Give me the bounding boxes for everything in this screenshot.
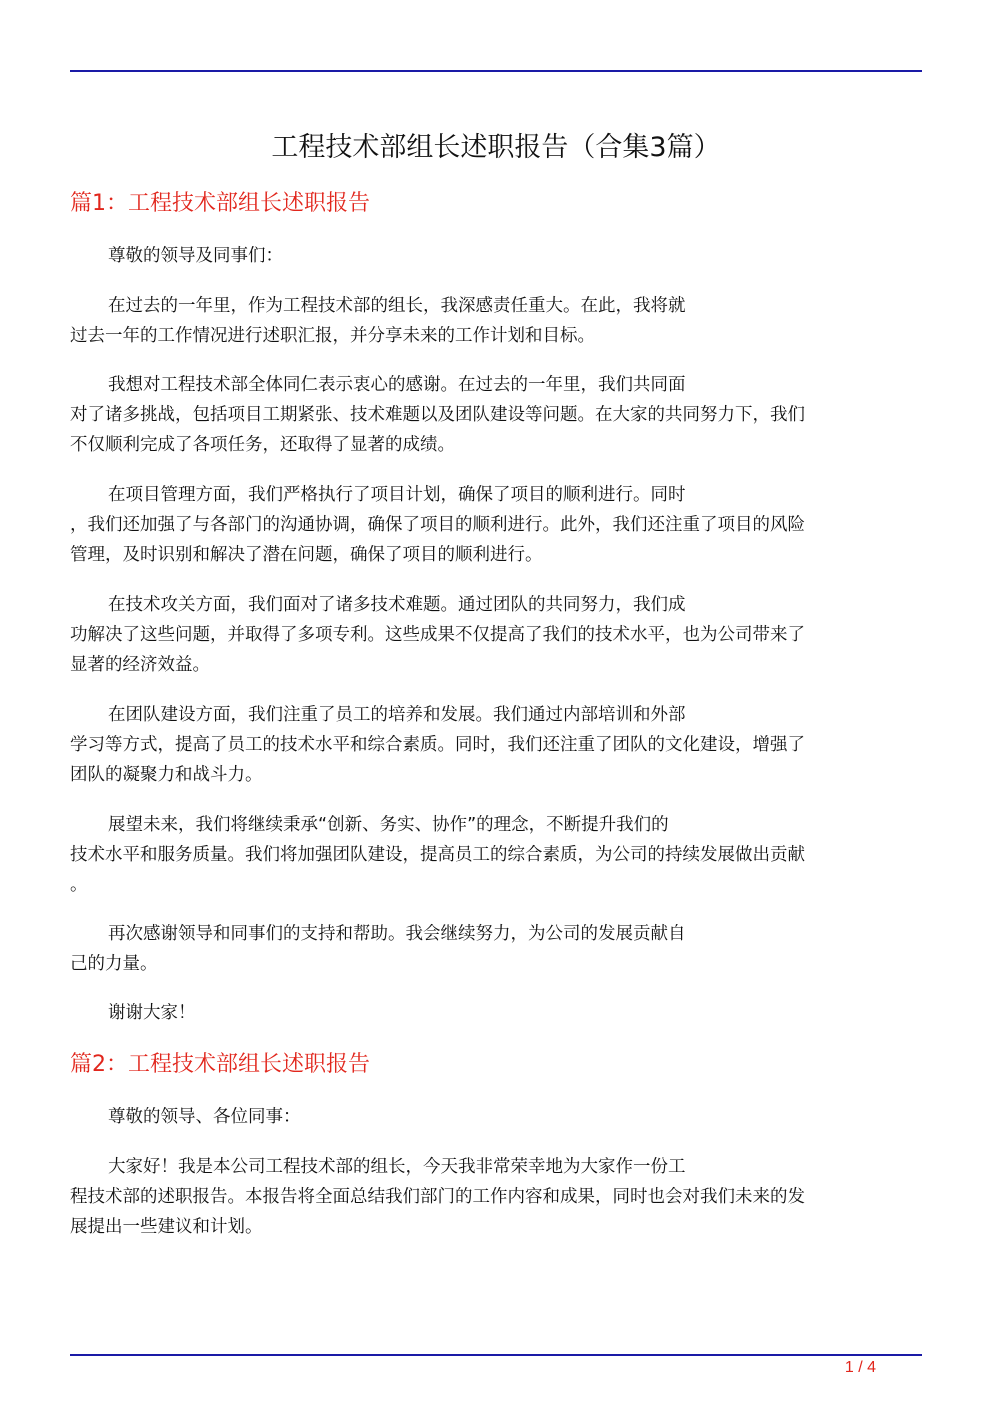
section-heading-2: 篇2：工程技术部组长述职报告 xyxy=(70,1052,370,1077)
paragraph xyxy=(70,1152,922,1242)
paragraph xyxy=(70,480,922,570)
paragraph xyxy=(70,919,922,979)
paragraph-line: 技术水平和服务质量。我们将加强团队建设，提高员工的综合素质，为公司的持续发展做出贡献 xyxy=(70,845,805,865)
paragraph xyxy=(70,370,922,460)
paragraph-line: 过去一年的工作情况进行述职汇报，并分享未来的工作计划和目标。 xyxy=(70,326,595,346)
paragraph-line: 学习等方式，提高了员工的技术水平和综合素质。同时，我们还注重了团队的文化建设，增强了 xyxy=(70,735,805,755)
paragraph-line: 展提出一些建议和计划。 xyxy=(70,1217,263,1237)
paragraph xyxy=(70,1102,922,1132)
paragraph-line: 在团队建设方面，我们注重了员工的培养和发展。我们通过内部培训和外部 xyxy=(108,705,686,725)
paragraph-line: 在项目管理方面，我们严格执行了项目计划，确保了项目的顺利进行。同时 xyxy=(108,485,686,505)
paragraph-line: 再次感谢领导和同事们的支持和帮助。我会继续努力，为公司的发展贡献自 xyxy=(108,924,686,944)
paragraph xyxy=(70,810,922,900)
page-number: 1 / 4 xyxy=(844,1359,876,1376)
paragraph-line: 己的力量。 xyxy=(70,954,158,974)
paragraph-line: 我想对工程技术部全体同仁表示衷心的感谢。在过去的一年里，我们共同面 xyxy=(108,375,686,395)
paragraph-line: 程技术部的述职报告。本报告将全面总结我们部门的工作内容和成果，同时也会对我们未来的发 xyxy=(70,1187,805,1207)
paragraph-line: 在过去的一年里，作为工程技术部的组长，我深感责任重大。在此，我将就 xyxy=(108,296,686,316)
paragraph-line: 在技术攻关方面，我们面对了诸多技术难题。通过团队的共同努力，我们成 xyxy=(108,595,686,615)
paragraph-line: 对了诸多挑战，包括项目工期紧张、技术难题以及团队建设等问题。在大家的共同努力下，我们 xyxy=(70,405,805,425)
paragraph-line: 功解决了这些问题，并取得了多项专利。这些成果不仅提高了我们的技术水平，也为公司带来了 xyxy=(70,625,805,645)
paragraph-line: 不仅顺利完成了各项任务，还取得了显著的成绩。 xyxy=(70,435,455,455)
document-title: 工程技术部组长述职报告（合集3篇） xyxy=(271,132,721,163)
paragraph-line: 管理，及时识别和解决了潜在问题，确保了项目的顺利进行。 xyxy=(70,545,543,565)
paragraph-line: ，我们还加强了与各部门的沟通协调，确保了项目的顺利进行。此外，我们还注重了项目的风险 xyxy=(70,515,805,535)
section-heading-1: 篇1：工程技术部组长述职报告 xyxy=(70,191,370,216)
paragraph-line: 展望未来，我们将继续秉承“创新、务实、协作”的理念，不断提升我们的 xyxy=(108,815,669,835)
paragraph xyxy=(70,998,922,1028)
paragraph-line: 。 xyxy=(70,875,88,895)
paragraph-line: 大家好！我是本公司工程技术部的组长，今天我非常荣幸地为大家作一份工 xyxy=(108,1157,686,1177)
paragraph-line: 尊敬的领导及同事们： xyxy=(108,246,283,266)
paragraph-line: 谢谢大家！ xyxy=(108,1003,196,1023)
paragraph-line: 尊敬的领导、各位同事： xyxy=(108,1107,301,1127)
paragraph-line: 显著的经济效益。 xyxy=(70,655,210,675)
paragraph xyxy=(70,291,922,351)
header-rule xyxy=(70,70,922,72)
paragraph xyxy=(70,241,922,271)
paragraph xyxy=(70,700,922,790)
footer-rule xyxy=(70,1354,922,1356)
paragraph xyxy=(70,590,922,680)
paragraph-line: 团队的凝聚力和战斗力。 xyxy=(70,765,263,785)
